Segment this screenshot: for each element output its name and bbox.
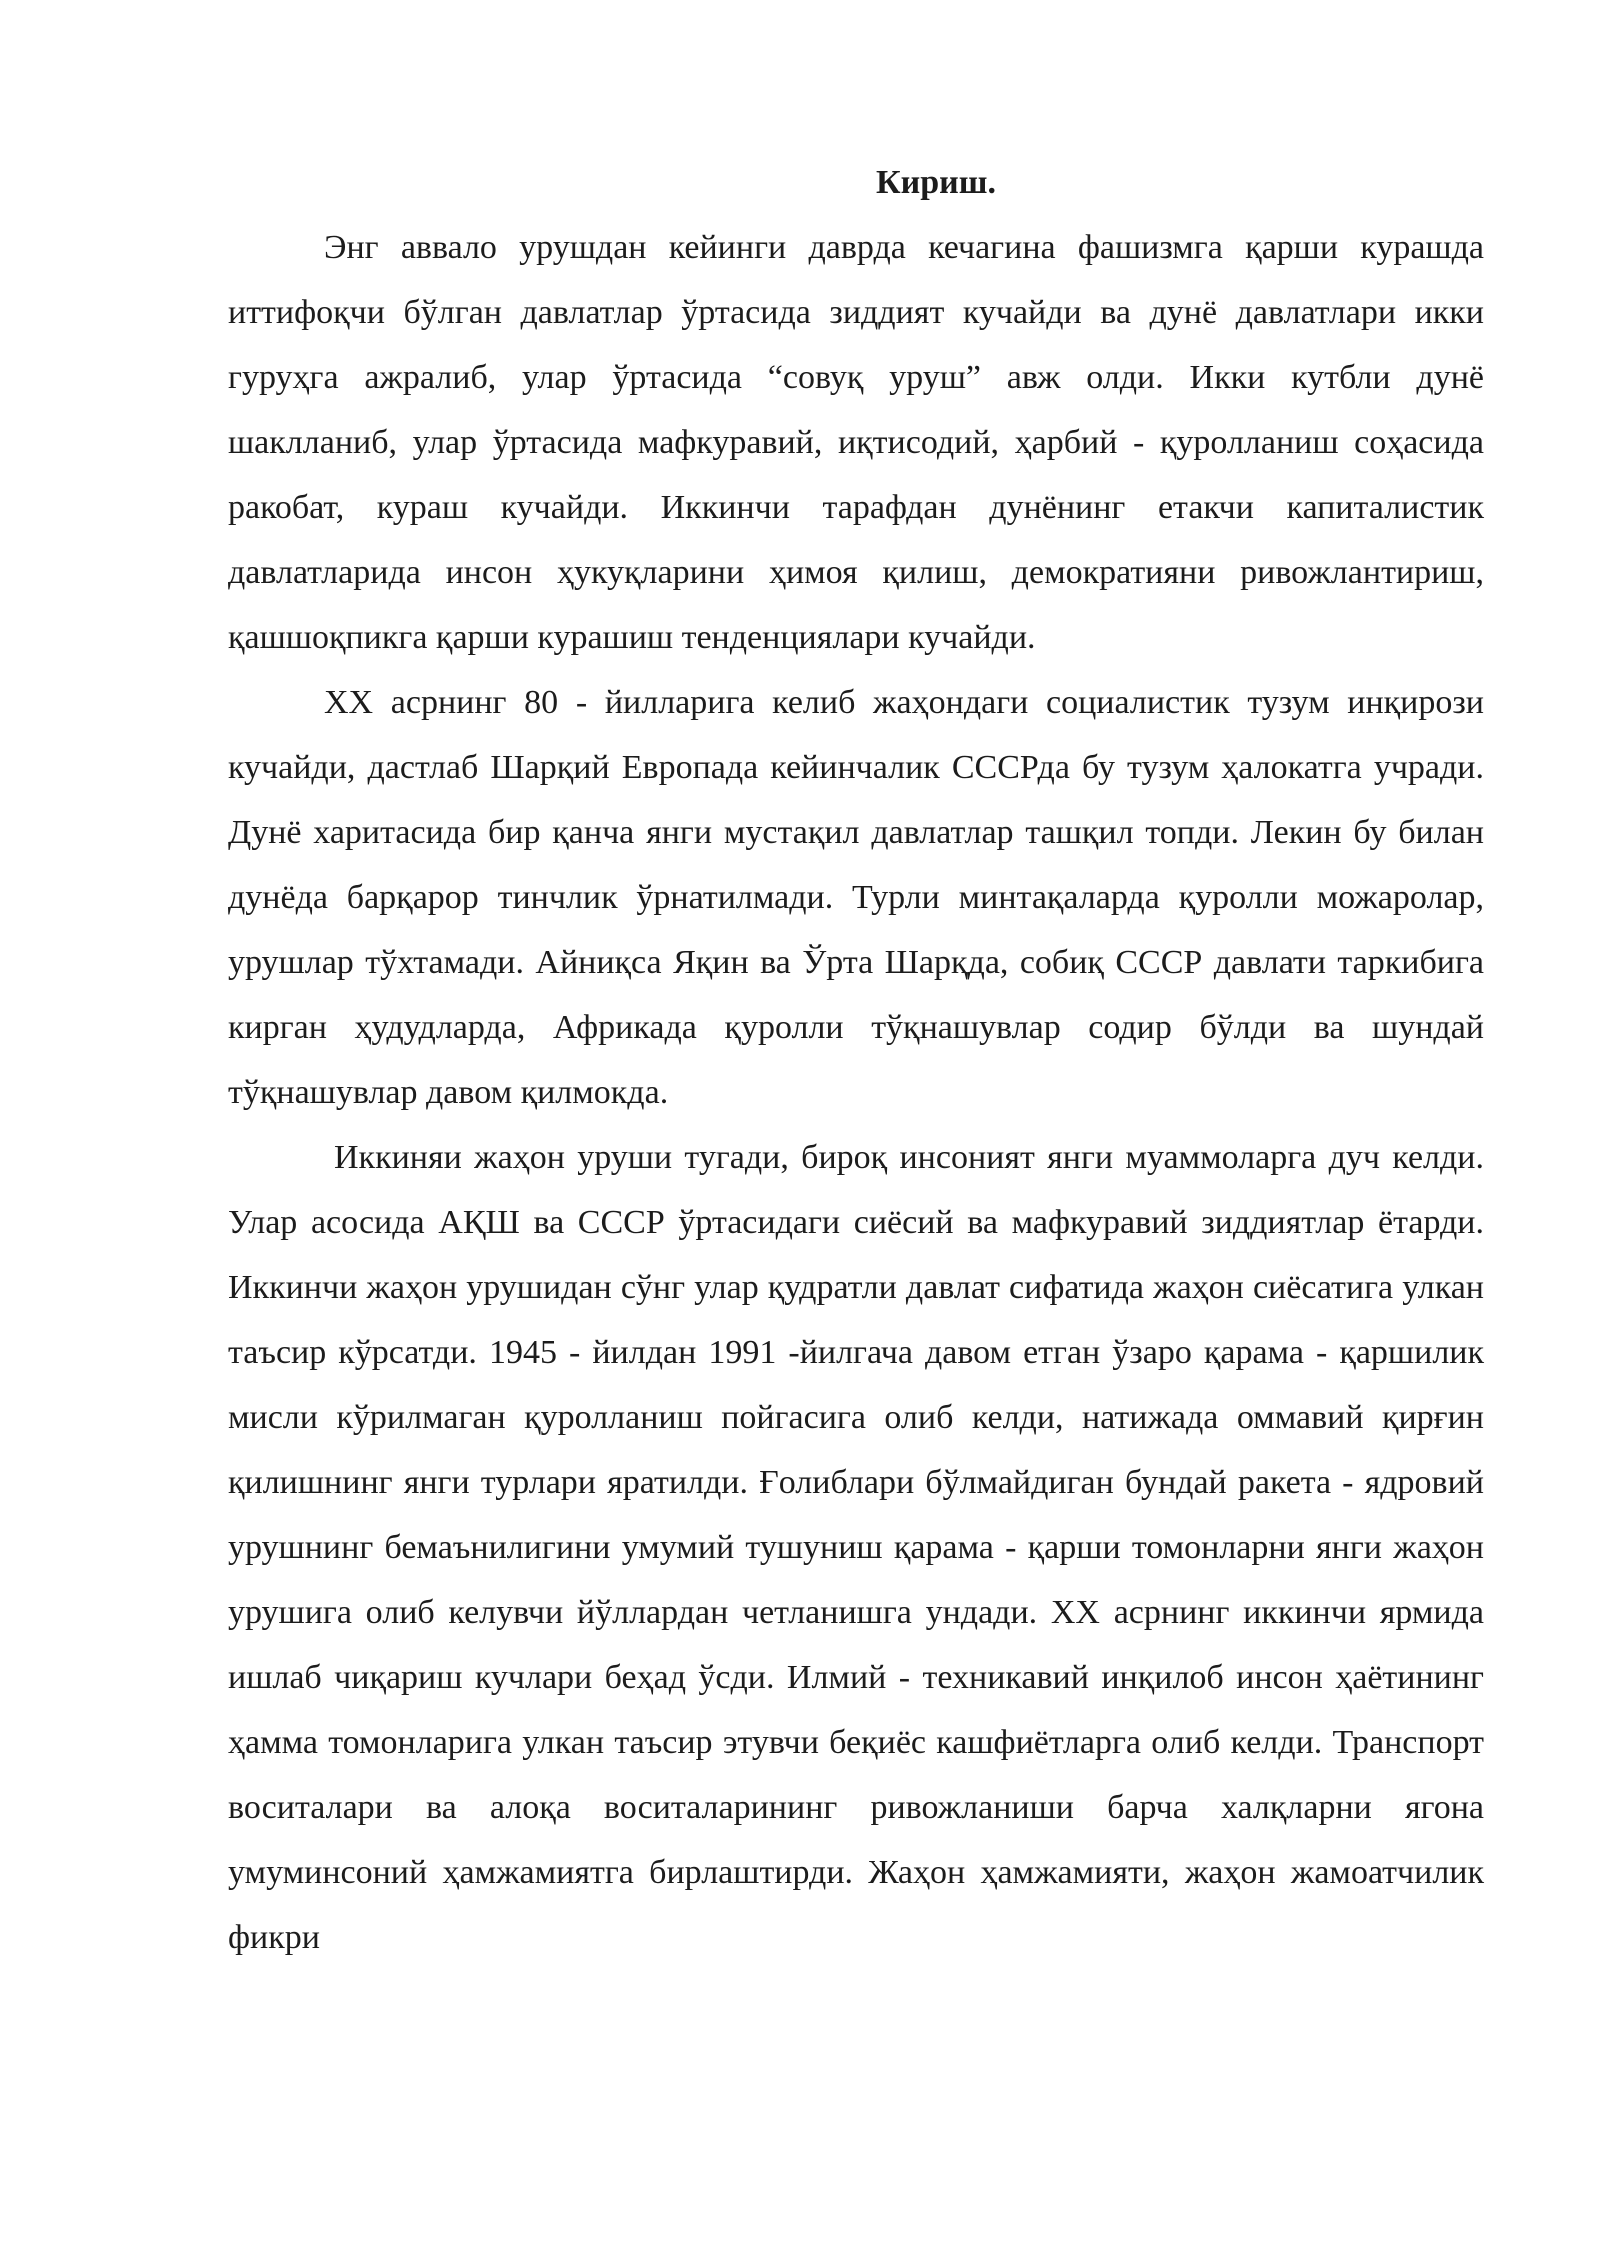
paragraph: XX асрнинг 80 - йилларига келиб жаҳондаги социалистик тузум инқирози кучайди, дастлаб Шарқий Европада кейинчалик СССРда бу тузум ҳалокатга учради. Дунё харитасида бир қанча янги мустақил давлатлар ташқил топди. Лекин бу билан дунёда барқарор тинчлик ўрнатилмади. Турли минтақаларда қуролли можаролар, урушлар тўхтамади. Айниқса Яқин ва Ўрта Шарқда, собиқ СССР давлати таркибига кирган ҳудудларда, Африкада қуролли тўқнашувлар содир бўлди ва шундай тўқнашувлар давом қилмокда. [228,684,1484,1111]
document-body [228,150,1484,1970]
paragraph: Иккиняи жаҳон уруши тугади, бироқ инсоният янги муаммоларга дуч келди. Улар асосида АҚШ ва СССР ўртасидаги сиёсий ва мафкуравий зиддиятлар ётарди. Иккинчи жаҳон урушидан сўнг улар қудратли давлат сифатида жаҳон сиёсатига улкан таъсир кўрсатди. 1945 - йилдан 1991 -йилгача давом етган ўзаро қарама - қаршилик мисли кўрилмаган қуролланиш пойгасига олиб келди, натижада оммавий қирғин қилишнинг янги турлари яратилди. Ғолиблари бўлмайдиган бундай ракета - ядровий урушнинг бемаънилигини умумий тушуниш қарама - қарши томонларни янги жаҳон урушига олиб келувчи йўллардан четланишга ундади. XX асрнинг иккинчи ярмида ишлаб чиқариш кучлари беҳад ўсди. Илмий - техникавий инқилоб инсон ҳаётининг ҳамма томонларига улкан таъсир этувчи беқиёс кашфиётларга олиб келди. Транспорт воситалари ва алоқа воситаларининг ривожланиши барча халқларни ягона умуминсоний ҳамжамиятга бирлаштирди. Жаҳон ҳамжамияти, жаҳон жамоатчилик фикри [228,1139,1484,1956]
paragraph: Энг аввало урушдан кейинги даврда кечагина фашизмга қарши курашда иттифоқчи бўлган давлатлар ўртасида зиддият кучайди ва дунё давлатлари икки гуруҳга ажралиб, улар ўртасида “совуқ уруш” авж олди. Икки кутбли дунё шаклланиб, улар ўртасида мафкуравий, иқтисодий, ҳарбий - қуролланиш соҳасида ракобат, кураш кучайди. Иккинчи тарафдан дунёнинг етакчи капиталистик давлатларида инсон ҳукуқларини ҳимоя қилиш, демократияни ривожлантириш, қашшоқпикга қарши курашиш тенденциялари кучайди. [228,229,1484,656]
page-title: Кириш. [876,164,996,201]
